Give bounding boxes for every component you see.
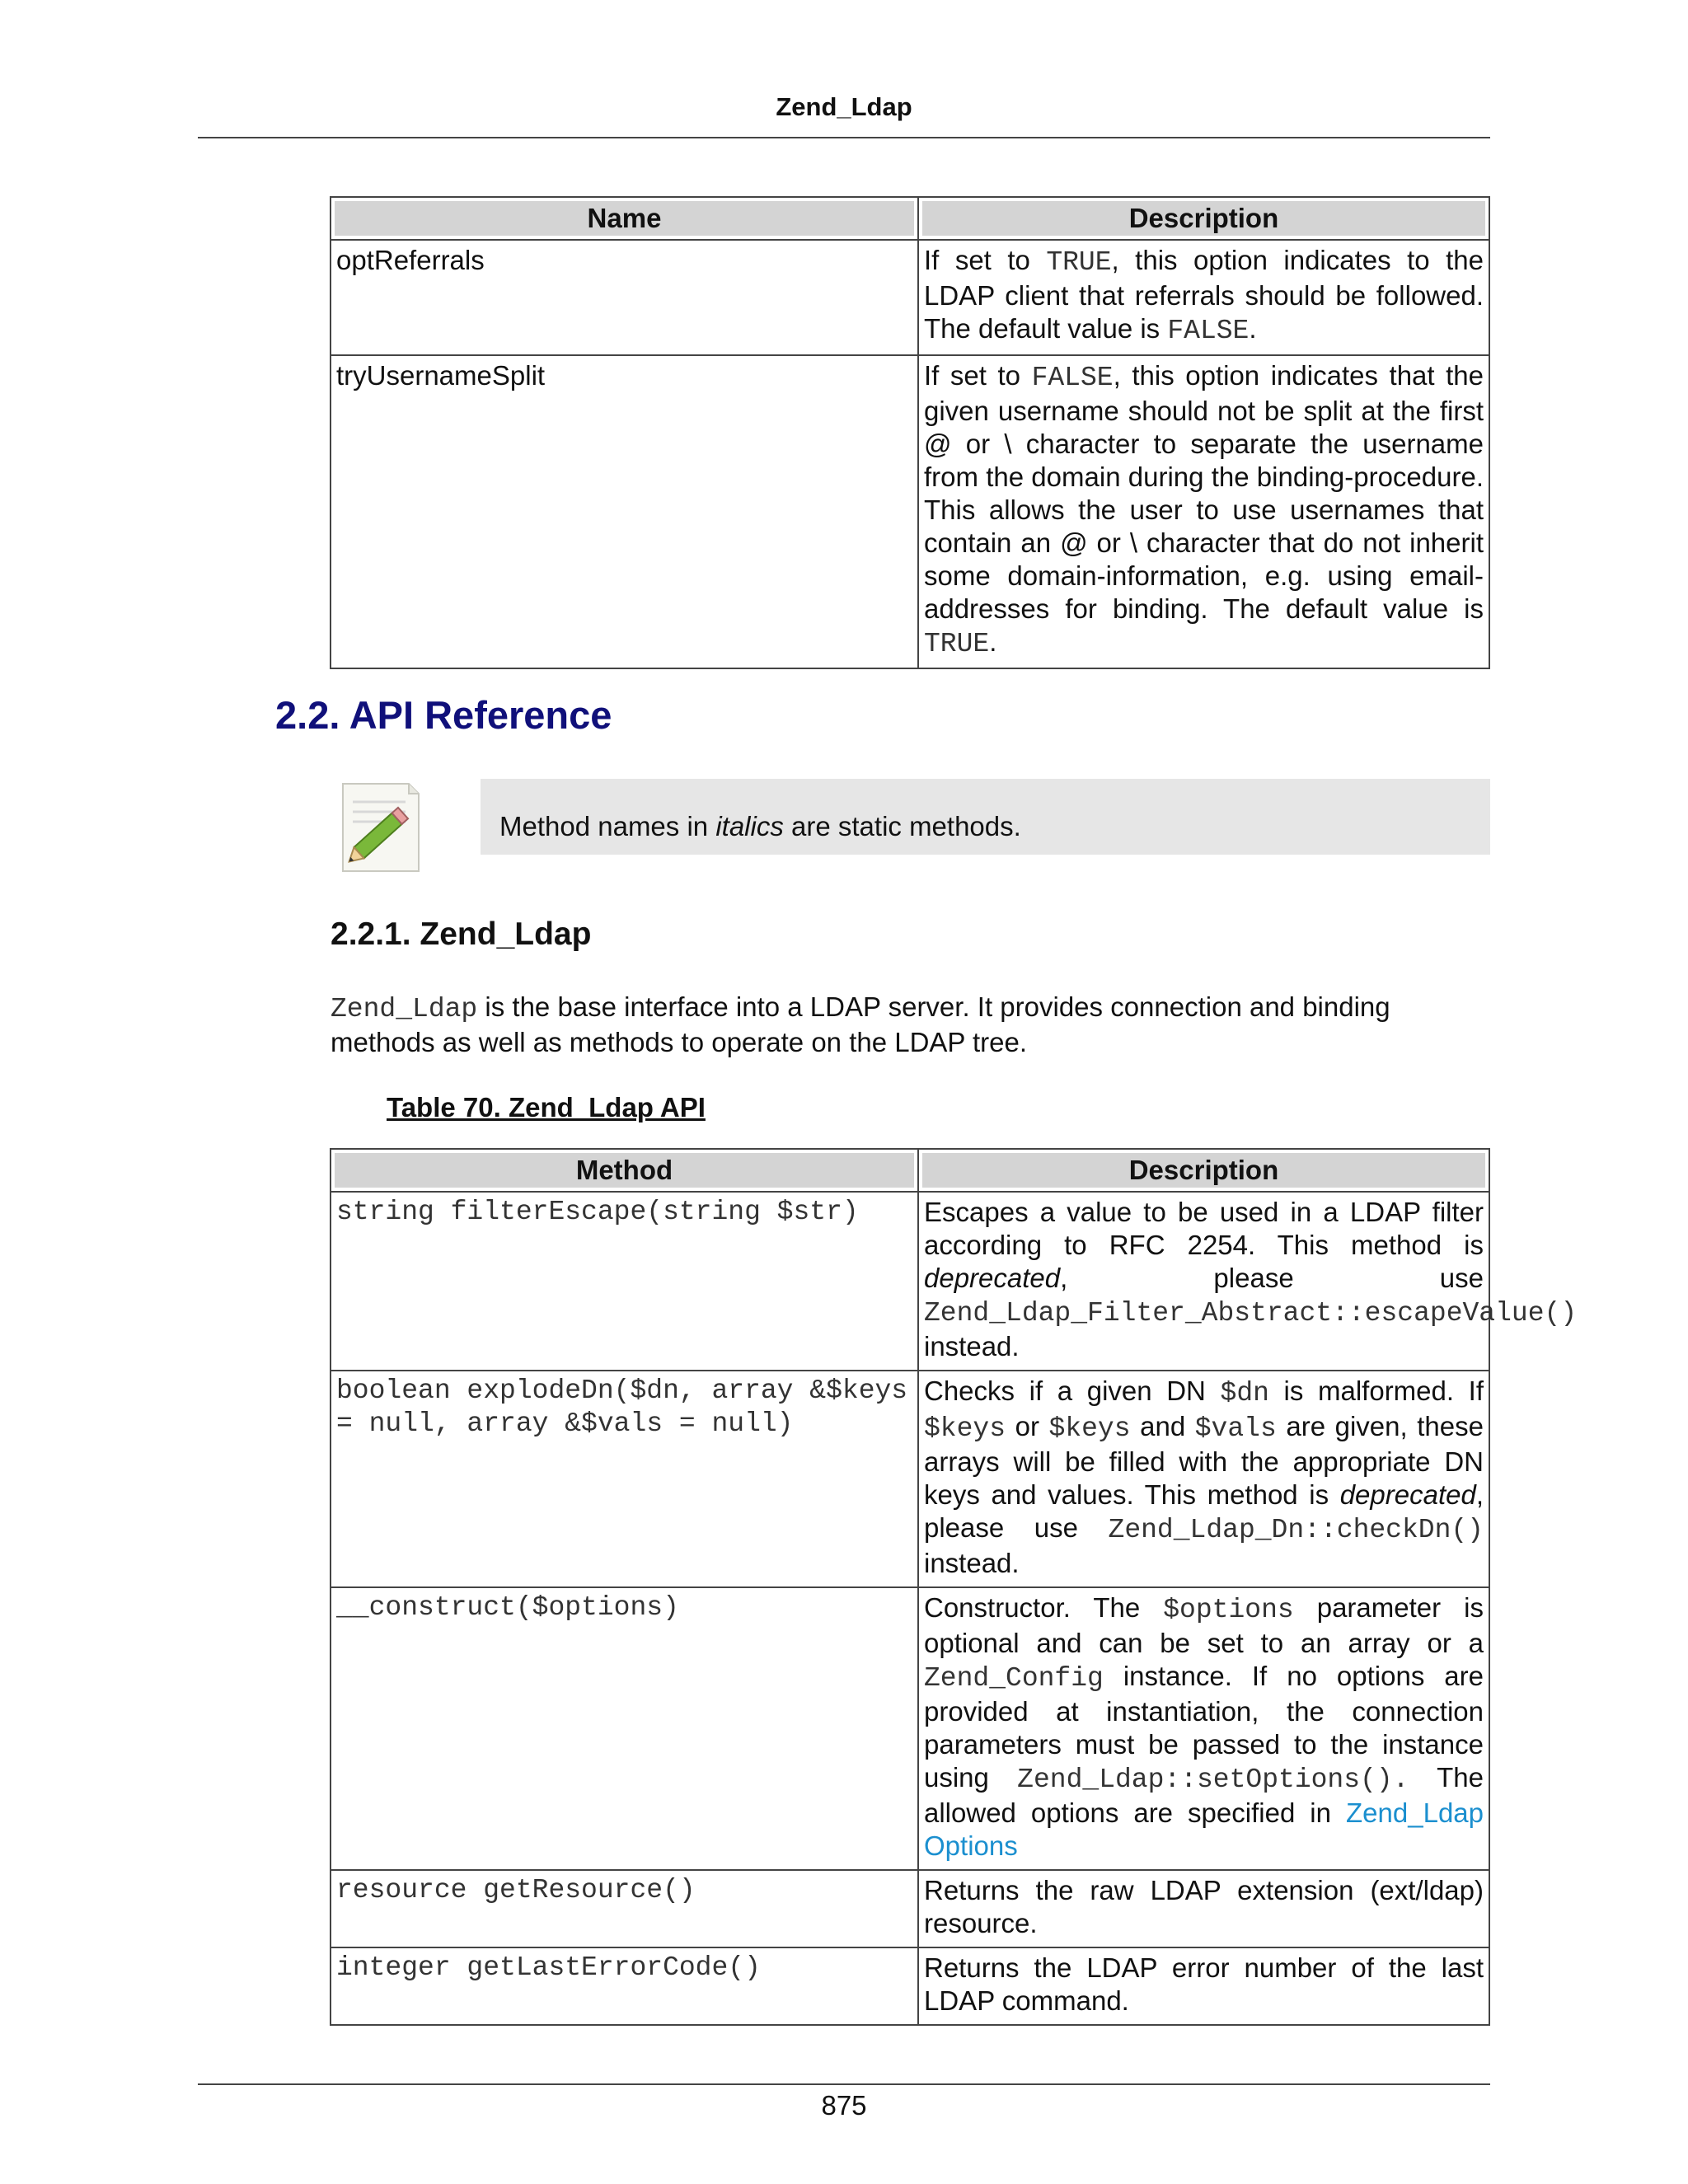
subsection-title: 2.2.1. Zend_Ldap xyxy=(331,916,592,952)
description-text: , this option indicates to the LDAP client that referrals should be followed. The default value is xyxy=(924,245,1484,344)
options-table-row xyxy=(331,355,1489,668)
intro-paragraph xyxy=(331,991,1493,1059)
api-header-method: Method xyxy=(331,1149,918,1192)
inline-code: $dn xyxy=(1220,1378,1269,1408)
description-text: instead. xyxy=(924,1548,1020,1578)
inline-code: TRUE xyxy=(1046,247,1112,278)
description-text: Constructor. The xyxy=(924,1592,1164,1623)
inline-code: Zend_Config xyxy=(924,1663,1104,1694)
inline-code: $keys xyxy=(924,1413,1006,1444)
method-signature: resource getResource() xyxy=(331,1870,918,1947)
description-cell xyxy=(918,355,1489,668)
section-title: 2.2. API Reference xyxy=(275,693,612,737)
description-cell xyxy=(918,1371,1489,1587)
description-text: parameter is optional and can be set to an array or a xyxy=(924,1592,1484,1658)
page-header-title: Zend_Ldap xyxy=(776,92,912,121)
table-caption: Table 70. Zend_Ldap API xyxy=(387,1092,706,1122)
api-table-row xyxy=(331,1192,1489,1371)
api-table xyxy=(330,1148,1578,2026)
method-signature: boolean explodeDn($dn, array &$keys = null, array &$vals = null) xyxy=(331,1371,918,1587)
description-text: If set to xyxy=(924,360,1032,391)
description-text: The allowed options are specified in xyxy=(924,1762,1484,1828)
description-cell xyxy=(918,1192,1578,1371)
method-signature: integer getLastErrorCode() xyxy=(331,1947,918,2025)
inline-code: Zend_Ldap::setOptions(). xyxy=(1017,1765,1409,1795)
api-table-row xyxy=(331,1870,1489,1947)
description-cell xyxy=(918,240,1489,355)
description-text: is malformed. If xyxy=(1268,1376,1484,1406)
description-text: Returns the raw LDAP extension (ext/ldap) resource. xyxy=(924,1875,1484,1938)
options-link[interactable]: Zend_Ldap Options xyxy=(924,1797,1484,1861)
inline-code: $options xyxy=(1163,1595,1294,1625)
description-text: Checks if a given DN xyxy=(924,1376,1221,1406)
emphasis-text: deprecated xyxy=(924,1263,1061,1293)
inline-code: $vals xyxy=(1194,1413,1277,1444)
description-text: Escapes a value to be used in a LDAP filter according to RFC 2254. This method is xyxy=(924,1197,1484,1260)
description-text: Returns the LDAP error number of the last LDAP command. xyxy=(924,1952,1484,2016)
description-text: or xyxy=(1006,1411,1049,1441)
intro-text: is the base interface into a LDAP server. It provides connection and binding methods as well as methods to operate on the LDAP tree. xyxy=(331,991,1390,1057)
note-box xyxy=(481,779,1490,855)
description-cell xyxy=(918,1947,1489,2025)
inline-code: Zend_Ldap_Dn::checkDn() xyxy=(1108,1515,1484,1545)
inline-code: $keys xyxy=(1048,1413,1131,1444)
description-text: . xyxy=(989,626,997,657)
api-table-row xyxy=(331,1371,1489,1587)
inline-code: TRUE xyxy=(924,629,990,659)
footer-rule xyxy=(198,2083,1490,2085)
description-cell xyxy=(918,1870,1489,1947)
emphasis-text: deprecated xyxy=(1339,1479,1476,1510)
page-number: 875 xyxy=(821,2090,867,2121)
header-rule xyxy=(198,137,1490,138)
api-table-row xyxy=(331,1587,1489,1870)
description-text: If set to xyxy=(924,245,1047,275)
description-text: instead. xyxy=(924,1331,1020,1361)
description-text: , this option indicates that the given username should not be split at the first @ or \ character to separate the username from the domain during the binding-procedure. This allows the user to use usernames that contain an @ or \ character that do not inherit some domain-information, e.g. using email-addresses for binding. The default value is xyxy=(924,360,1484,624)
inline-code: Zend_Ldap_Filter_Abstract::escapeValue() xyxy=(924,1298,1578,1329)
description-cell xyxy=(918,1587,1489,1870)
description-text: , please use xyxy=(924,1479,1484,1543)
options-table xyxy=(330,196,1490,669)
inline-code: FALSE xyxy=(1031,363,1114,393)
description-text: . xyxy=(1249,313,1257,344)
method-signature: __construct($options) xyxy=(331,1587,918,1870)
note-text-before: Method names in xyxy=(499,811,716,841)
intro-code: Zend_Ldap xyxy=(331,994,478,1024)
options-table-body xyxy=(331,240,1489,668)
inline-code: FALSE xyxy=(1167,316,1250,346)
method-signature: string filterEscape(string $str) xyxy=(331,1192,918,1371)
description-text: instance. If no options are provided at instantiation, the connection parameters must be passed to the instance using xyxy=(924,1661,1484,1793)
options-header-name: Name xyxy=(331,197,918,240)
option-name: optReferrals xyxy=(331,240,918,355)
pencil-note-icon xyxy=(336,779,427,878)
api-header-description: Description xyxy=(918,1149,1489,1192)
description-text: are given, these arrays will be filled with the appropriate DN keys and values. This method is xyxy=(924,1411,1484,1510)
note-text-after: are static methods. xyxy=(783,811,1021,841)
note-text-italic: italics xyxy=(715,811,784,841)
api-table-body xyxy=(331,1192,1578,2025)
description-text: and xyxy=(1130,1411,1195,1441)
description-text: , please use xyxy=(1060,1263,1484,1293)
options-table-row xyxy=(331,240,1489,355)
options-header-description: Description xyxy=(918,197,1489,240)
option-name: tryUsernameSplit xyxy=(331,355,918,668)
api-table-row xyxy=(331,1947,1489,2025)
